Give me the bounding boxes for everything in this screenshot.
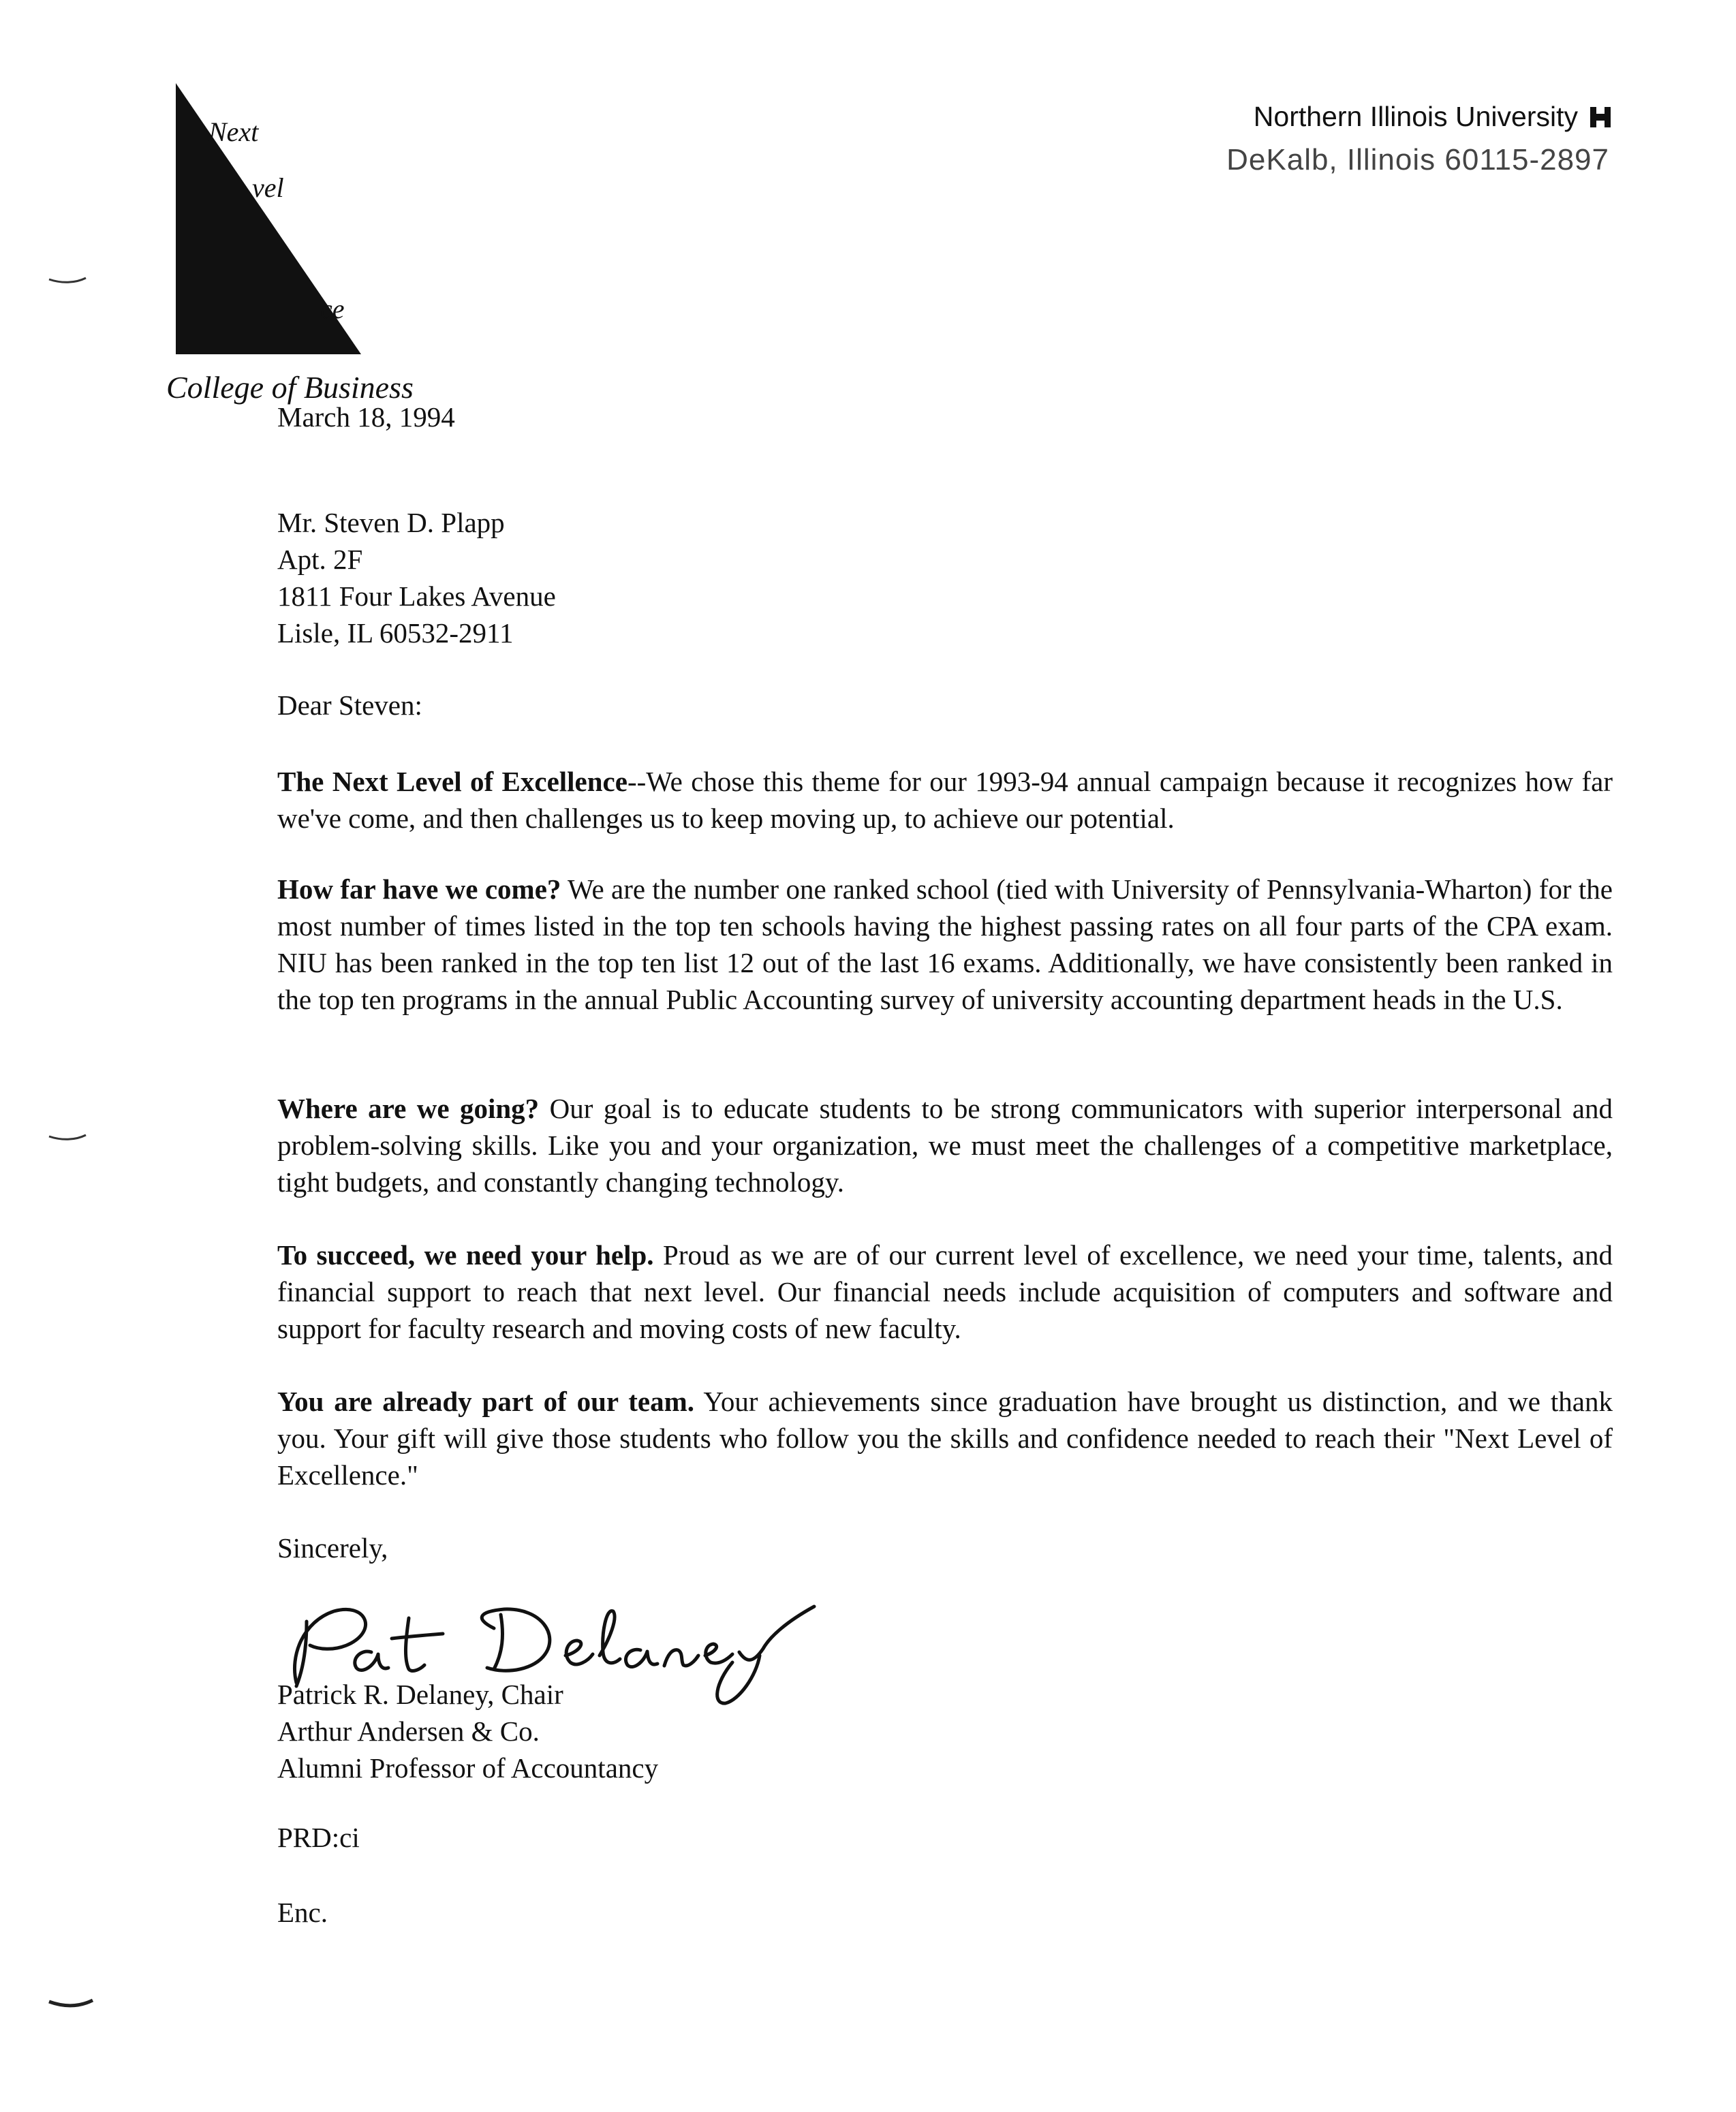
paragraph-lead: Where are we going?	[277, 1093, 540, 1124]
recipient-line: Lisle, IL 60532-2911	[277, 617, 514, 649]
body-paragraph	[277, 763, 1613, 837]
university-address: DeKalb, Illinois 60115-2897	[1226, 143, 1609, 176]
college-name: College of Business	[166, 370, 414, 405]
salutation: Dear Steven:	[277, 689, 422, 721]
signer-line: Patrick R. Delaney, Chair	[277, 1679, 563, 1710]
signer-line: Arthur Andersen & Co.	[277, 1715, 540, 1747]
paragraph-lead: To succeed, we need your help.	[277, 1239, 654, 1271]
signer-block	[277, 1676, 1613, 1786]
letter-date: March 18, 1994	[277, 401, 455, 433]
paragraph-text: We are the number one ranked school (tied with University of Pennsylvania-Wharton) for the most number of times listed in the top ten schools having the highest passing rates on all four parts of the CPA exam. NIU has been ranked in the top ten list 12 out of the last 16 exams. Additionally, we have consistently been ranked in the top ten programs in the annual Public Accounting survey of university accounting department heads in the U.S.	[277, 873, 1613, 1015]
logo-word-level: vel	[252, 172, 284, 203]
paragraph-text: Proud as we are of our current level of excellence, we need your time, talents, and financial support to reach that next level. Our financial needs include acquisition of computers and software and support for faculty research and moving costs of new faculty.	[277, 1239, 1613, 1344]
recipient-line: Apt. 2F	[277, 544, 363, 575]
enclosure-note: Enc.	[277, 1897, 328, 1928]
paragraph-lead: You are already part of our team.	[277, 1386, 695, 1417]
university-label: Northern Illinois University	[1253, 101, 1578, 132]
paragraph-text: Your achievements since graduation have brought us distinction, and we thank you. Your gift will give those students who follow you the skills and confidence needed to reach their "Next Level of Excellence."	[277, 1386, 1613, 1491]
niu-logo-icon	[1590, 107, 1611, 127]
paragraph-lead: How far have we come?	[277, 873, 561, 905]
body-paragraph	[277, 871, 1613, 1018]
body-paragraph	[277, 1090, 1613, 1200]
paragraph-text: --We chose this theme for our 1993-94 annual campaign because it recognizes how far we've come, and then challenges us to keep moving up, to achieve our potential.	[277, 766, 1613, 834]
scan-mark	[48, 274, 89, 288]
recipient-line: Mr. Steven D. Plapp	[277, 507, 505, 538]
logo-word-excellence: ce	[320, 294, 345, 324]
recipient-address	[277, 504, 1613, 651]
logo-word-next: Next	[208, 117, 259, 147]
scan-mark	[48, 1996, 95, 2011]
scan-mark	[48, 1131, 89, 1145]
signer-line: Alumni Professor of Accountancy	[277, 1752, 659, 1784]
university-name	[1254, 101, 1611, 133]
body-paragraph	[277, 1383, 1613, 1493]
body-paragraph	[277, 1237, 1613, 1347]
recipient-line: 1811 Four Lakes Avenue	[277, 580, 556, 612]
reference-initials: PRD:ci	[277, 1822, 360, 1853]
paragraph-lead: The Next Level of Excellence	[277, 766, 627, 797]
paragraph-text: Our goal is to educate students to be strong communicators with superior interpersonal and problem-solving skills. Like you and your organization, we must meet the challenges of a competitive marketplace, tight budgets, and constantly changing technology.	[277, 1093, 1613, 1198]
closing: Sincerely,	[277, 1532, 388, 1564]
